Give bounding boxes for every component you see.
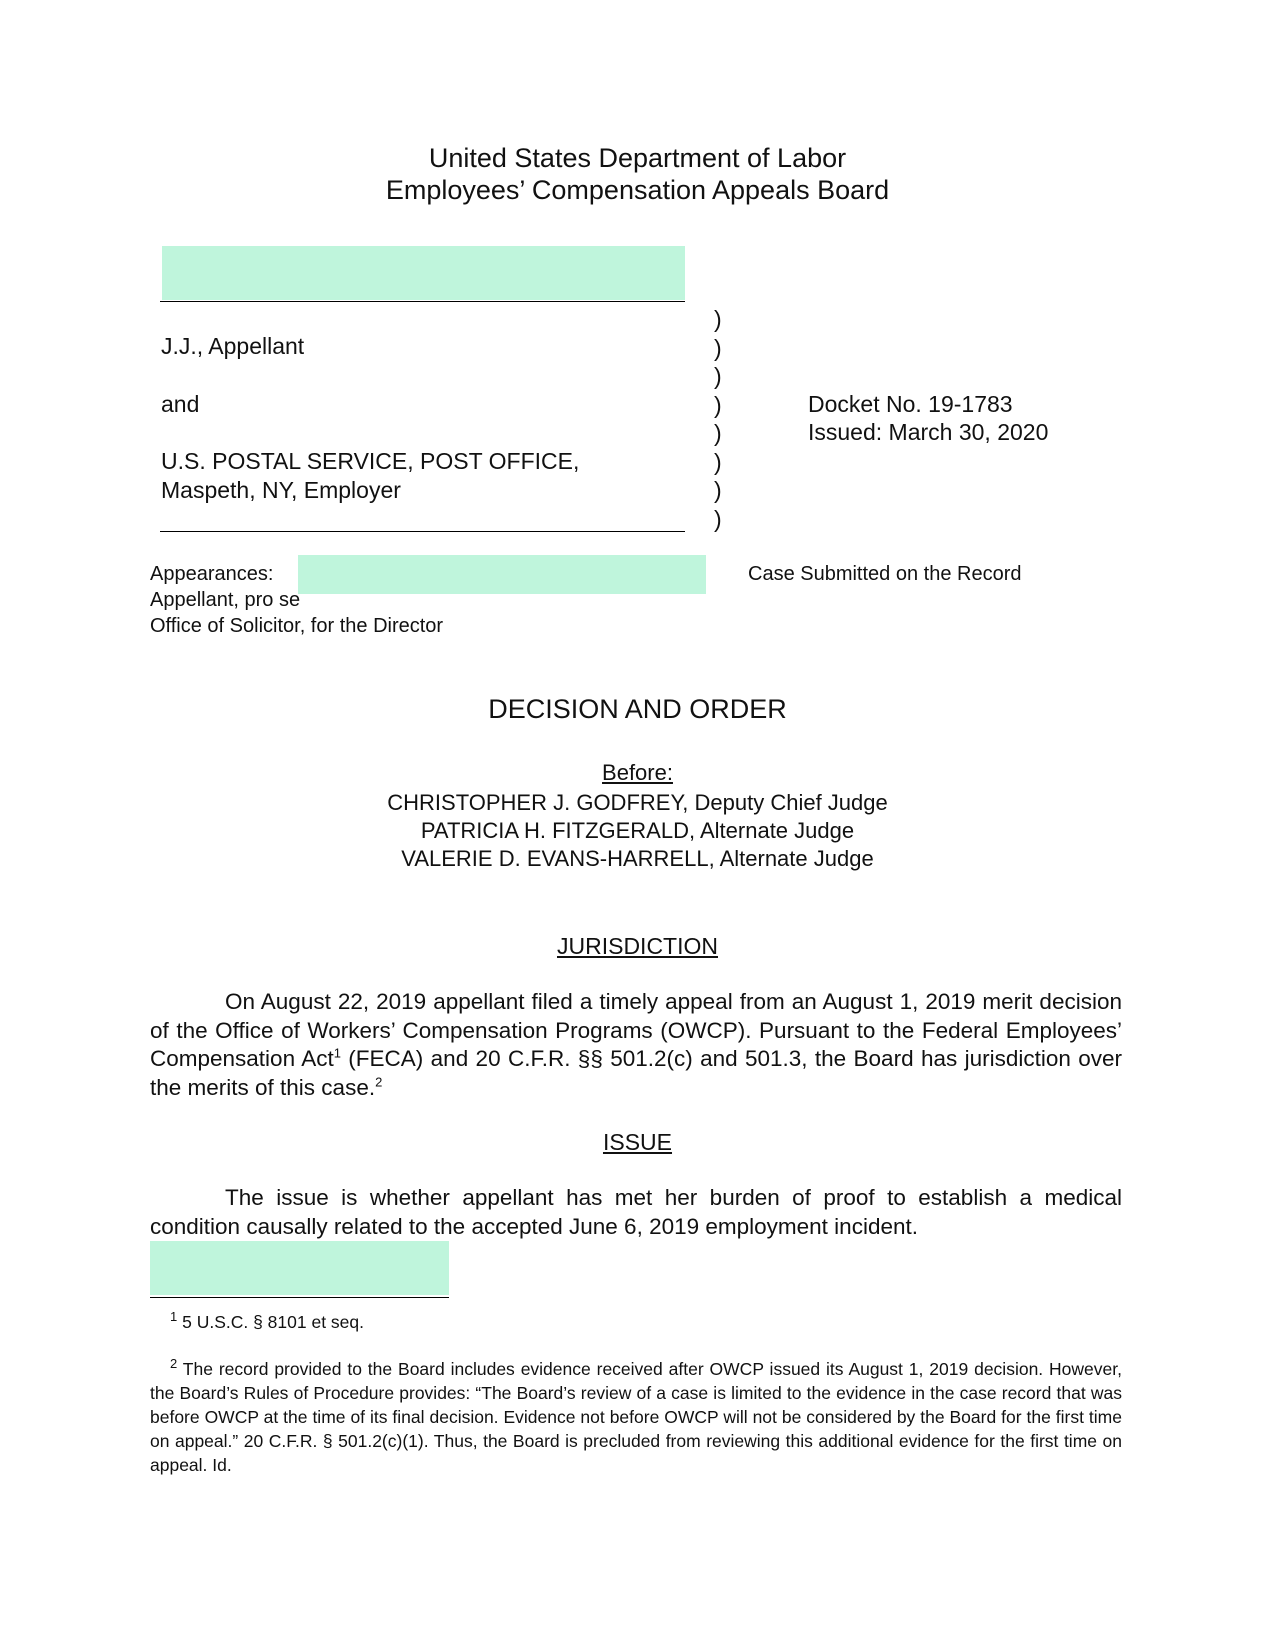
footnote-number-1: 1 bbox=[170, 1309, 178, 1325]
redaction-box-appearances bbox=[298, 555, 706, 594]
appearances-label: Appearances: bbox=[150, 563, 274, 585]
caption-parens bbox=[714, 305, 734, 533]
footnote-number-2: 2 bbox=[170, 1356, 178, 1372]
decision-title: DECISION AND ORDER bbox=[488, 694, 787, 724]
issue-paragraph: The issue is whether appellant has met her burden of proof to establish a medical condition causally related to the accepted June 6, 2019 employment incident. bbox=[150, 1185, 1122, 1239]
caption-and: and bbox=[161, 391, 200, 417]
footnote-2-text: The record provided to the Board includes evidence received after OWCP issued its August 1, 2019 decision. However, the Board’s Rules of Procedure provides: “The Board’s review of a case is limited to the evidence in the case record that was before OWCP at the time of its final decision. Evidence not before OWCP will not be considered by the Board for the first time on appeal.” 20 C.F.R. § 501.2(c)(1). Thus, the Board is precluded from reviewing this additional evidence for the first time on appeal. Id. bbox=[150, 1359, 1122, 1475]
case-submitted: Case Submitted on the Record bbox=[748, 563, 1022, 585]
appearance-solicitor: Office of Solicitor, for the Director bbox=[150, 615, 444, 637]
issued-date: Issued: March 30, 2020 bbox=[808, 419, 1049, 445]
footnote-separator bbox=[150, 1297, 449, 1298]
appearance-appellant: Appellant, pro se bbox=[150, 589, 301, 611]
employer-line-1: U.S. POSTAL SERVICE, POST OFFICE, bbox=[161, 448, 580, 474]
judge-name: VALERIE D. EVANS-HARRELL, Alternate Judge bbox=[401, 846, 874, 871]
judge-name: CHRISTOPHER J. GODFREY, Deputy Chief Judge bbox=[387, 790, 888, 815]
board-title: Employees’ Compensation Appeals Board bbox=[385, 175, 890, 205]
footnote-1 bbox=[150, 1310, 1122, 1334]
jurisdiction-heading: JURISDICTION bbox=[557, 933, 718, 959]
paren: ) bbox=[714, 420, 722, 446]
jurisdiction-text-1: On August 22, 2019 appellant filed a timely appeal from an August 1, 2019 merit decision of the Office of Workers’ Compensation Programs (OWCP). Pursuant to the Federal Employees’ Compensation Act bbox=[150, 989, 1122, 1071]
paren: ) bbox=[714, 448, 722, 475]
agency-title: United States Department of Labor bbox=[428, 143, 847, 173]
paren: ) bbox=[714, 391, 722, 418]
caption-top-rule bbox=[160, 301, 685, 302]
footnote-ref-2: 2 bbox=[375, 1074, 383, 1089]
redaction-box-footnote bbox=[150, 1241, 449, 1295]
footnote-2 bbox=[150, 1357, 1122, 1477]
paren: ) bbox=[714, 334, 722, 361]
docket-number: Docket No. 19-1783 bbox=[808, 391, 1013, 417]
caption-bottom-rule bbox=[160, 531, 685, 532]
jurisdiction-text-2: (FECA) and 20 C.F.R. §§ 501.2(c) and 501.3, the Board has jurisdiction over the merits of this case. bbox=[150, 1046, 1122, 1100]
jurisdiction-paragraph bbox=[150, 988, 1122, 1102]
paren: ) bbox=[714, 363, 722, 389]
issue-heading: ISSUE bbox=[602, 1129, 673, 1155]
redaction-box-top bbox=[162, 246, 685, 300]
before-label: Before: bbox=[602, 760, 673, 785]
judge-name: PATRICIA H. FITZGERALD, Alternate Judge bbox=[420, 818, 855, 843]
paren: ) bbox=[714, 505, 722, 532]
paren: ) bbox=[714, 477, 722, 503]
appellant-name: J.J., Appellant bbox=[161, 333, 305, 359]
paren: ) bbox=[714, 306, 722, 332]
employer-line-2: Maspeth, NY, Employer bbox=[161, 477, 401, 503]
judge-panel bbox=[0, 789, 1275, 873]
footnote-ref-1: 1 bbox=[333, 1045, 341, 1061]
footnote-1-text: 5 U.S.C. § 8101 et seq. bbox=[177, 1312, 365, 1332]
